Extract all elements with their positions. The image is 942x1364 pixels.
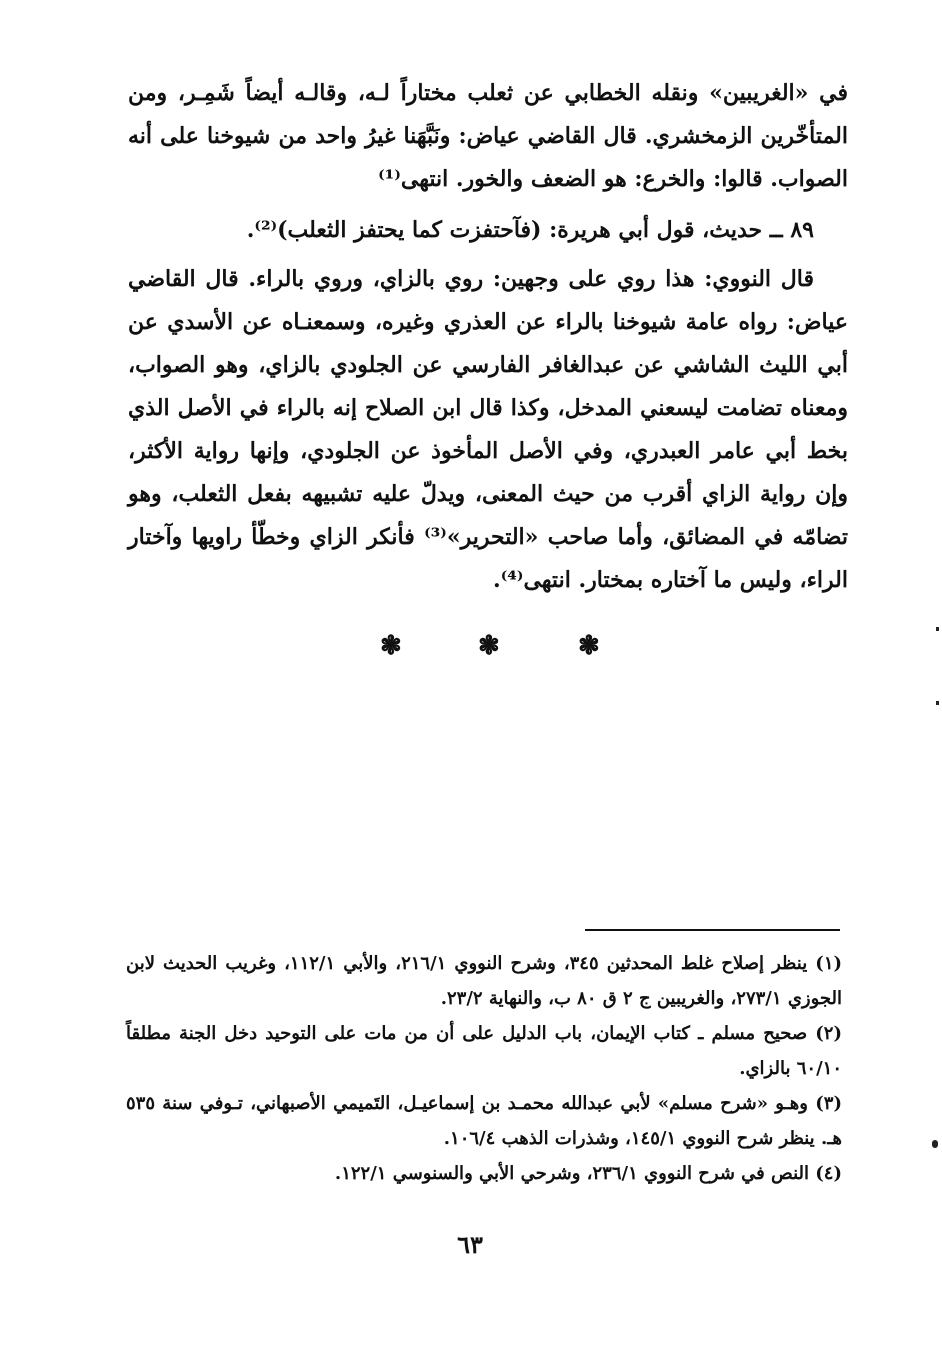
footnote-3: (٣) وهـو «شرح مسلم» لأبي عبدالله محمـد بن إسماعيـل، التَميمي الأصبهاني، تـوفي سنة ٥٣٥ هـ. ينظر شرح النووي ١٤٥/١، وشذرات الذهب ١٠٦/٤. [126, 1093, 842, 1149]
section-separator [0, 626, 942, 666]
main-text [128, 72, 848, 602]
scan-speck [936, 701, 939, 705]
star-ornament: ❃ [478, 631, 500, 661]
scan-speck [932, 1140, 938, 1148]
star-ornament: ❃ [380, 631, 402, 661]
paragraph-continuation: في «الغريبين» ونقله الخطابي عن ثعلب مختاراً لـه، وقالـه أيضاً شَمِـر، ومن المتأخّرين الزمخشري. قال القاضي عياض: ونَبَّهَنا غيرُ واحد من شيوخنا على أنه الصواب. قالوا: والخرع: هو الضعف والخور. انتهى⁽¹⁾ [128, 80, 848, 192]
footnotes [126, 946, 842, 1191]
footnote-2: (٢) صحيح مسلم ـ كتاب الإيمان، باب الدليل على أن من مات على التوحيد دخل الجنة مطلقاً ٦٠/١٠ بالزاي. [126, 1023, 842, 1079]
footnote-1: (١) ينظر إصلاح غلط المحدثين ٣٤٥، وشرح النووي ٢١٦/١، والأبي ١١٢/١، وغريب الحديث لابن الجوزي ٢٧٣/١، والغريبين ج ٢ ق ٨٠ ب، والنهاية ٢٣/٢. [126, 953, 843, 1009]
scan-speck [936, 627, 939, 631]
footnote-divider [585, 929, 840, 931]
footnote-4: (٤) النص في شرح النووي ٢٣٦/١، وشرحي الأبي والسنوسي ١٢٢/١. [334, 1163, 842, 1184]
star-ornament: ❃ [578, 631, 600, 661]
paragraph-commentary: قال النووي: هذا روي على وجهين: روي بالزاي، وروي بالراء. قال القاضي عياض: رواه عامة شيوخنا بالراء عن العذري وغيره، وسمعنـاه عن الأسدي عن أبي الليث الشاشي عن عبدالغافر الفارسي عن الجلودي بالزاي، وهو الصواب، ومعناه تضامت ليسعني المدخل، وكذا قال ابن الصلاح إنه بالراء في الأصل الذي بخط أبي عامر العبدري، وفي الأصل المأخوذ عن الجلودي، وإنها رواية الأكثر، وإن رواية الزاي أقرب من حيث المعنى، ويدلّ عليه تشبيهه بفعل الثعلب، وهو تضامّه في المضائق، وأما صاحب «التحرير»⁽³⁾ فأنكر الزاي وخطّأ راويها وآختار الراء، وليس ما آختاره بمختار. انتهى⁽⁴⁾. [128, 266, 849, 593]
page-number: ٦٣ [457, 1230, 483, 1259]
hadith-heading: ٨٩ ــ حديث، قول أبي هريرة: (فآحتفزت كما يحتفز الثعلب)⁽²⁾. [246, 217, 814, 243]
